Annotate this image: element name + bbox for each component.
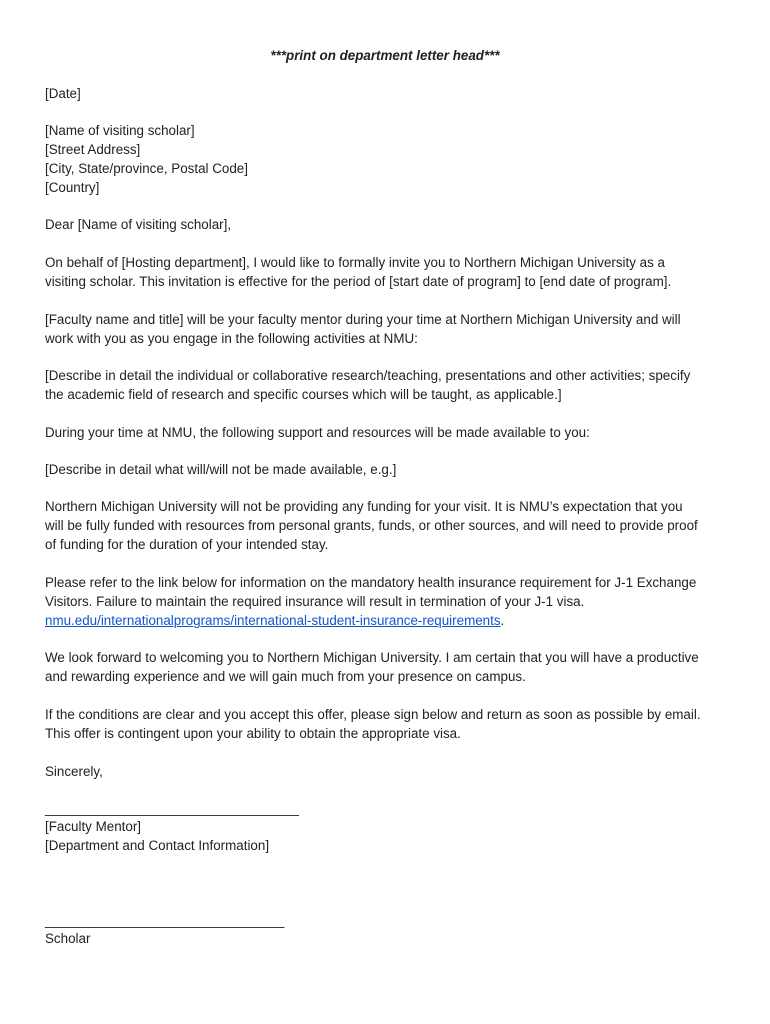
paragraph-line: We look forward to welcoming you to Northern Michigan University. I am certain that you will have a productive [45, 650, 699, 665]
paragraph-funding [45, 497, 735, 554]
paragraph-conditions [45, 705, 735, 743]
paragraph-line: On behalf of [Hosting department], I would like to formally invite you to Northern Michigan University as a [45, 255, 665, 270]
paragraph-line: the academic field of research and specific courses which will be taught, as applicable.] [45, 387, 562, 402]
mentor-signature-line: ___________________________________ [45, 801, 299, 816]
paragraph-line: work with you as you engage in the following activities at NMU: [45, 331, 418, 346]
paragraph-activities [45, 366, 735, 404]
paragraph-line: [Faculty name and title] will be your faculty mentor during your time at Northern Michigan University and will [45, 312, 681, 327]
paragraph-line: will be fully funded with resources from personal grants, funds, or other sources, and will need to provide proof [45, 518, 698, 533]
salutation: Dear [Name of visiting scholar], [45, 217, 232, 232]
paragraph-line: and rewarding experience and we will gain much from your presence on campus. [45, 669, 526, 684]
paragraph-mentor [45, 310, 735, 348]
paragraph-welcome [45, 648, 735, 686]
mentor-contact-info: [Department and Contact Information] [45, 838, 270, 853]
paragraph-line: Visitors. Failure to maintain the required insurance will result in termination of your J-1 visa. [45, 594, 585, 609]
paragraph-line: of funding for the duration of your intended stay. [45, 537, 329, 552]
paragraph-line: If the conditions are clear and you accept this offer, please sign below and return as soon as possible by email. [45, 707, 701, 722]
insurance-requirements-link[interactable]: nmu.edu/internationalprograms/international-student-insurance-requirements [45, 613, 501, 628]
link-suffix: . [500, 613, 505, 628]
mentor-name: [Faculty Mentor] [45, 819, 141, 834]
paragraph-insurance [45, 573, 735, 630]
paragraph-line: [Describe in detail the individual or collaborative research/teaching, presentations and other activities; specify [45, 368, 691, 383]
paragraph-line: Please refer to the link below for information on the mandatory health insurance requirement for J-1 Exchange [45, 575, 697, 590]
paragraph-line: Northern Michigan University will not be providing any funding for your visit. It is NMU’s expectation that you [45, 499, 683, 514]
paragraph-line: This offer is contingent upon your ability to obtain the appropriate visa. [45, 726, 461, 741]
recipient-city: [City, State/province, Postal Code] [45, 161, 248, 176]
scholar-name: Scholar [45, 931, 91, 946]
paragraph-support-details: [Describe in detail what will/will not be made available, e.g.] [45, 462, 397, 477]
letterhead-note: ***print on department letter head*** [270, 48, 500, 63]
closing: Sincerely, [45, 764, 103, 779]
recipient-country: [Country] [45, 180, 100, 195]
paragraph-line: visiting scholar. This invitation is effective for the period of [start date of program] to [end date of program]. [45, 274, 672, 289]
letter-date: [Date] [45, 86, 81, 101]
paragraph-support: During your time at NMU, the following support and resources will be made available to you: [45, 425, 590, 440]
insurance-link-line [45, 611, 735, 630]
scholar-signature-line: _________________________________ [45, 913, 285, 928]
recipient-street: [Street Address] [45, 142, 141, 157]
paragraph-invitation [45, 253, 735, 291]
recipient-name: [Name of visiting scholar] [45, 123, 195, 138]
